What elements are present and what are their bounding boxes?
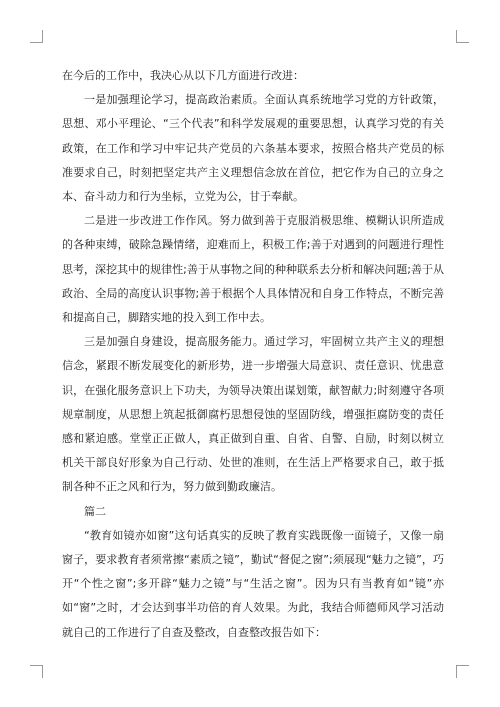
point-three-paragraph: 三是加强自身建设，提高服务能力。通过学习，牢固树立共产主义的理想信念，紧跟不断发展变化的新形势，进一步增强大局意识、责任意识、忧患意识，在强化服务意识上下功夫，为领导决策出谋划策，献智献力;时刻遵守各项规章制度，从思想上筑起抵御腐朽思想侵蚀的坚固防线，增强拒腐防变的责任感和紧迫感。堂堂正正做人，真正做到自重、自省、自警、自励，时刻以树立机关干部良好形象为自己行动、处世的准则，在生活上严格要求自己，敢于抵制各种不正之风和行为，努力做到勤政廉洁。 [62, 335, 444, 494]
crop-mark-top-right [456, 30, 469, 43]
crop-mark-bottom-left [30, 665, 43, 678]
intro-paragraph: 在今后的工作中，我决心从以下几方面进行改进： [62, 69, 304, 82]
crop-mark-bottom-right [456, 665, 469, 678]
document-body [62, 64, 444, 645]
section-label: 篇二 [84, 504, 106, 518]
point-two-paragraph: 二是进一步改进工作作风。努力做到善于克服消极思维、模糊认识所造成的各种束缚，破除急躁情绪，迎难而上，积极工作;善于对遇到的问题进行理性思考，深挖其中的规律性;善于从事物之间的种种联系去分析和解决问题;善于从政治、全局的高度认识事物;善于根据个人具体情况和自身工作特点，不断完善和提高自己，脚踏实地的投入到工作中去。 [62, 214, 444, 325]
section-two-paragraph: “教育如镜亦如窗”这句话真实的反映了教育实践既像一面镜子，又像一扇窗子，要求教育者须常擦“素质之镜”，勤试“督促之窗”;须展现“魅力之镜”，巧开“个性之窗”;多开辟“魅力之镜”与“生活之窗”。因为只有当教育如“镜”亦如“窗”之时，才会达到事半功倍的育人效果。为此，我结合师德师风学习活动就自己的工作进行了自查及整改，自查整改报告如下： [62, 528, 444, 639]
crop-mark-top-left [30, 30, 43, 43]
point-one-paragraph: 一是加强理论学习，提高政治素质。全面认真系统地学习党的方针政策，思想、邓小平理论、“三个代表”和科学发展观的重要思想，认真学习党的有关政策，在工作和学习中牢记共产党员的六条基本要求，按照合格共产党员的标准要求自己，时刻把坚定共产主义理想信念放在首位，把它作为自己的立身之本、奋斗动力和行为坐标，立党为公，甘于奉献。 [62, 93, 444, 204]
